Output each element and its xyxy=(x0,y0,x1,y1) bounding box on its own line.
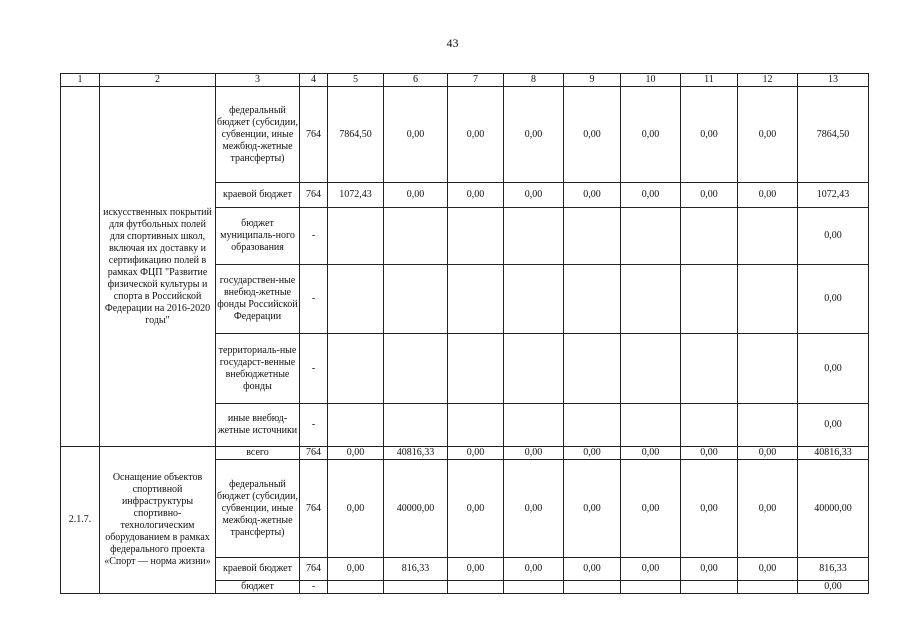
amount-cell xyxy=(681,581,738,594)
budget-code: - xyxy=(300,265,328,334)
column-header: 13 xyxy=(798,74,869,87)
amount-cell: 0,00 xyxy=(448,183,504,208)
funding-source: федеральный бюджет (субсидии, субвенции, иные межбюд-жетные трансферты) xyxy=(216,460,300,558)
column-header: 3 xyxy=(216,74,300,87)
amount-cell xyxy=(738,208,798,265)
amount-cell: 1072,43 xyxy=(328,183,384,208)
page-number: 43 xyxy=(446,36,459,50)
amount-cell: 0,00 xyxy=(621,183,681,208)
amount-cell xyxy=(564,404,621,447)
amount-cell: 40816,33 xyxy=(798,447,869,460)
amount-cell xyxy=(504,208,564,265)
budget-code: 764 xyxy=(300,183,328,208)
amount-cell xyxy=(384,581,448,594)
amount-cell: 0,00 xyxy=(504,183,564,208)
amount-cell: 816,33 xyxy=(798,558,869,581)
budget-code: - xyxy=(300,581,328,594)
amount-cell: 0,00 xyxy=(448,87,504,183)
funding-source: территориаль-ные государст-венные внебюджетные фонды xyxy=(216,334,300,404)
amount-cell: 0,00 xyxy=(448,558,504,581)
amount-cell xyxy=(738,404,798,447)
amount-cell: 0,00 xyxy=(681,87,738,183)
amount-cell: 40816,33 xyxy=(384,447,448,460)
budget-code: 764 xyxy=(300,87,328,183)
amount-cell: 0,00 xyxy=(564,460,621,558)
amount-cell xyxy=(681,404,738,447)
amount-cell xyxy=(621,404,681,447)
column-header: 8 xyxy=(504,74,564,87)
amount-cell xyxy=(564,334,621,404)
amount-cell: 0,00 xyxy=(448,460,504,558)
amount-cell xyxy=(384,208,448,265)
funding-source: краевой бюджет xyxy=(216,558,300,581)
column-header: 5 xyxy=(328,74,384,87)
budget-code: - xyxy=(300,208,328,265)
amount-cell: 0,00 xyxy=(681,460,738,558)
amount-cell: 1072,43 xyxy=(798,183,869,208)
amount-cell xyxy=(384,404,448,447)
amount-cell: 0,00 xyxy=(738,87,798,183)
amount-cell xyxy=(681,265,738,334)
column-header: 11 xyxy=(681,74,738,87)
funding-source: краевой бюджет xyxy=(216,183,300,208)
column-header: 7 xyxy=(448,74,504,87)
amount-cell xyxy=(738,581,798,594)
funding-source: бюджет xyxy=(216,581,300,594)
amount-cell: 40000,00 xyxy=(384,460,448,558)
funding-source: федеральный бюджет (субсидии, субвенции, иные межбюд-жетные трансферты) xyxy=(216,87,300,183)
amount-cell: 0,00 xyxy=(564,87,621,183)
amount-cell: 0,00 xyxy=(681,183,738,208)
budget-code: - xyxy=(300,334,328,404)
budget-table xyxy=(60,73,869,594)
amount-cell: 0,00 xyxy=(798,208,869,265)
amount-cell xyxy=(621,334,681,404)
amount-cell: 0,00 xyxy=(738,460,798,558)
column-header: 1 xyxy=(61,74,100,87)
budget-code: 764 xyxy=(300,460,328,558)
amount-cell: 0,00 xyxy=(621,460,681,558)
budget-code: 764 xyxy=(300,447,328,460)
amount-cell: 7864,50 xyxy=(328,87,384,183)
column-header: 6 xyxy=(384,74,448,87)
column-header: 9 xyxy=(564,74,621,87)
column-header: 12 xyxy=(738,74,798,87)
amount-cell: 0,00 xyxy=(504,460,564,558)
column-header: 2 xyxy=(100,74,216,87)
amount-cell: 0,00 xyxy=(738,447,798,460)
amount-cell: 0,00 xyxy=(564,558,621,581)
amount-cell: 0,00 xyxy=(504,447,564,460)
amount-cell: 0,00 xyxy=(738,558,798,581)
column-header: 10 xyxy=(621,74,681,87)
amount-cell xyxy=(328,265,384,334)
amount-cell xyxy=(328,581,384,594)
amount-cell: 0,00 xyxy=(798,404,869,447)
item-description: искусственных покрытий для футбольных полей для спортивных школ, включая их доставку и сертификацию полей в рамках ФЦП "Развитие физической культуры и спорта в Российской Федерации на 2016-2020 годы" xyxy=(100,87,216,447)
amount-cell: 0,00 xyxy=(798,334,869,404)
amount-cell xyxy=(504,265,564,334)
budget-code: - xyxy=(300,404,328,447)
amount-cell: 0,00 xyxy=(681,447,738,460)
amount-cell: 0,00 xyxy=(621,558,681,581)
amount-cell: 816,33 xyxy=(384,558,448,581)
funding-source: иные внебюд-жетные источники xyxy=(216,404,300,447)
amount-cell xyxy=(328,208,384,265)
amount-cell xyxy=(384,265,448,334)
amount-cell xyxy=(504,334,564,404)
funding-source: государствен-ные внебюд-жетные фонды Российской Федерации xyxy=(216,265,300,334)
amount-cell xyxy=(448,334,504,404)
amount-cell: 7864,50 xyxy=(798,87,869,183)
amount-cell: 0,00 xyxy=(384,87,448,183)
amount-cell xyxy=(384,334,448,404)
amount-cell xyxy=(328,404,384,447)
amount-cell xyxy=(621,265,681,334)
amount-cell xyxy=(328,334,384,404)
amount-cell: 0,00 xyxy=(504,558,564,581)
amount-cell: 0,00 xyxy=(681,558,738,581)
amount-cell: 0,00 xyxy=(564,183,621,208)
amount-cell xyxy=(564,581,621,594)
amount-cell xyxy=(448,404,504,447)
column-header: 4 xyxy=(300,74,328,87)
table-row xyxy=(61,447,869,460)
item-description: Оснащение объектов спортивной инфраструктуры спортивно-технологическим оборудованием в рамках федерального проекта «Спорт — норма жизни» xyxy=(100,447,216,594)
item-number: 2.1.7. xyxy=(61,447,100,594)
amount-cell: 0,00 xyxy=(328,460,384,558)
amount-cell xyxy=(738,334,798,404)
amount-cell: 40000,00 xyxy=(798,460,869,558)
amount-cell: 0,00 xyxy=(448,447,504,460)
amount-cell xyxy=(621,581,681,594)
amount-cell xyxy=(448,208,504,265)
funding-source: бюджет муниципаль-ного образования xyxy=(216,208,300,265)
header-row xyxy=(61,74,869,87)
funding-source: всего xyxy=(216,447,300,460)
item-number xyxy=(61,87,100,447)
amount-cell xyxy=(564,208,621,265)
amount-cell xyxy=(448,581,504,594)
amount-cell xyxy=(621,208,681,265)
amount-cell xyxy=(504,404,564,447)
amount-cell: 0,00 xyxy=(798,265,869,334)
amount-cell: 0,00 xyxy=(328,558,384,581)
amount-cell xyxy=(681,334,738,404)
amount-cell: 0,00 xyxy=(384,183,448,208)
amount-cell xyxy=(738,265,798,334)
budget-code: 764 xyxy=(300,558,328,581)
amount-cell: 0,00 xyxy=(504,87,564,183)
amount-cell xyxy=(448,265,504,334)
amount-cell: 0,00 xyxy=(798,581,869,594)
table-row xyxy=(61,87,869,183)
amount-cell xyxy=(681,208,738,265)
amount-cell: 0,00 xyxy=(621,87,681,183)
amount-cell: 0,00 xyxy=(328,447,384,460)
amount-cell xyxy=(504,581,564,594)
amount-cell: 0,00 xyxy=(738,183,798,208)
amount-cell: 0,00 xyxy=(564,447,621,460)
amount-cell xyxy=(564,265,621,334)
amount-cell: 0,00 xyxy=(621,447,681,460)
